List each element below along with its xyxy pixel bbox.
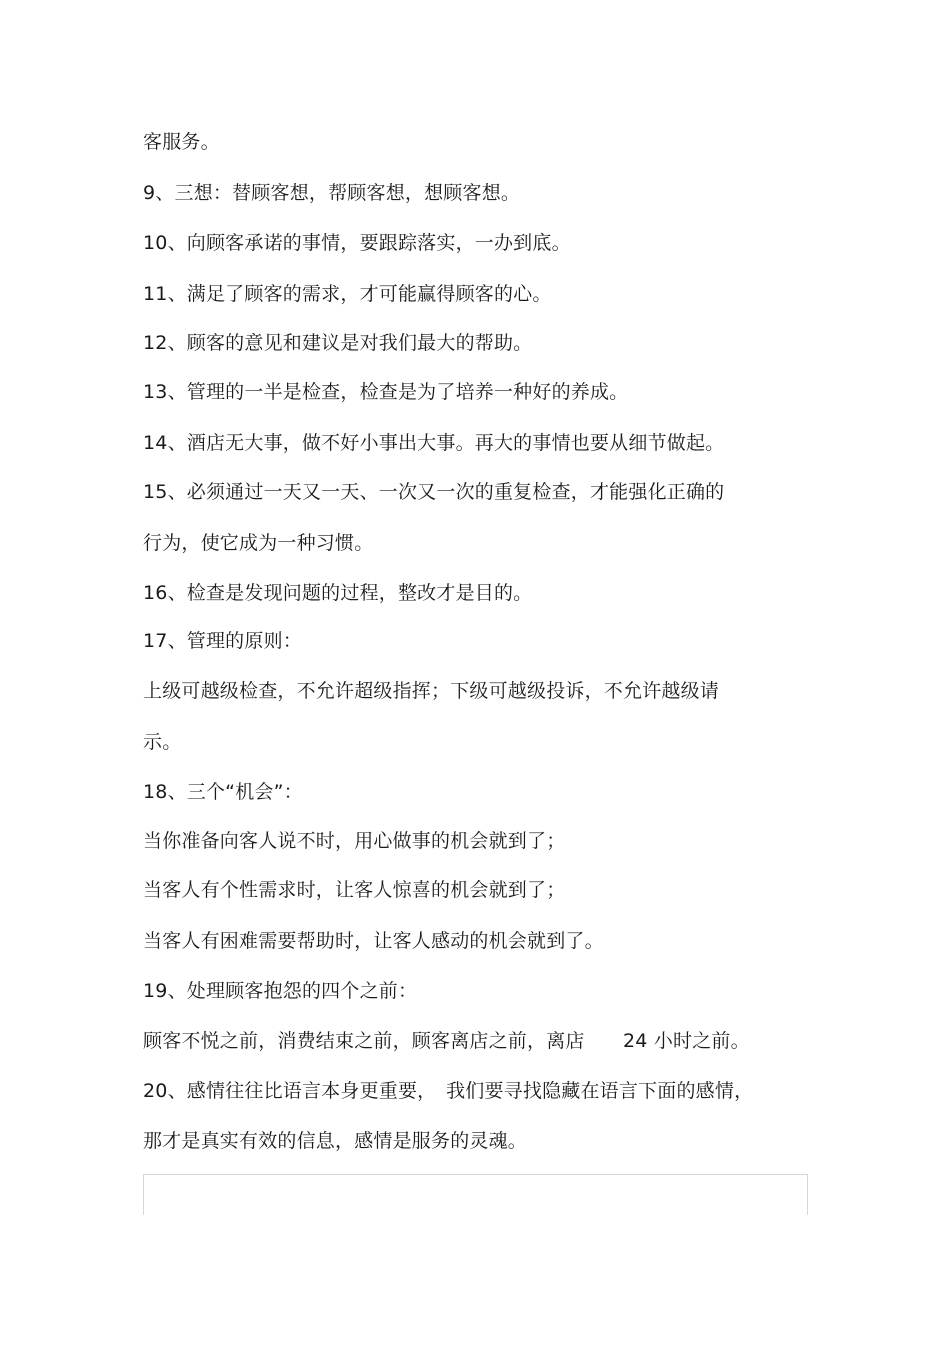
text-line: 上级可越级检查，不允许超级指挥；下级可越级投诉，不允许越级请 (143, 680, 720, 702)
text-line: 11、满足了顾客的需求，才可能赢得顾客的心。 (143, 283, 552, 305)
text-line: 顾客不悦之前，消费结束之前，顾客离店之前，离店 24 小时之前。 (143, 1030, 750, 1052)
text-line: 10、向顾客承诺的事情，要跟踪落实，一办到底。 (143, 232, 571, 254)
text-line: 当客人有困难需要帮助时，让客人感动的机会就到了。 (143, 930, 604, 952)
text-line: 20、感情往往比语言本身更重要， 我们要寻找隐藏在语言下面的感情， (143, 1080, 754, 1102)
text-line: 那才是真实有效的信息，感情是服务的灵魂。 (143, 1130, 528, 1152)
text-line: 9、三想：替顾客想，帮顾客想，想顾客想。 (143, 182, 521, 204)
text-line: 15、必须通过一天又一天、一次又一次的重复检查，才能强化正确的 (143, 481, 725, 503)
text-line: 14、酒店无大事，做不好小事出大事。再大的事情也要从细节做起。 (143, 432, 725, 454)
text-line: 19、处理顾客抱怨的四个之前： (143, 980, 418, 1002)
text-line: 当你准备向客人说不时，用心做事的机会就到了； (143, 830, 566, 852)
text-line: 行为，使它成为一种习惯。 (143, 532, 374, 554)
text-line: 16、检查是发现问题的过程，整改才是目的。 (143, 582, 533, 604)
text-line: 示。 (143, 731, 182, 753)
text-line: 13、管理的一半是检查，检查是为了培养一种好的养成。 (143, 381, 629, 403)
text-line: 18、三个“机会”： (143, 781, 303, 803)
text-line: 当客人有个性需求时，让客人惊喜的机会就到了； (143, 879, 566, 901)
bottom-frame (143, 1174, 808, 1215)
text-line: 客服务。 (143, 131, 220, 153)
text-line: 12、顾客的意见和建议是对我们最大的帮助。 (143, 332, 533, 354)
text-line: 17、管理的原则： (143, 630, 302, 652)
